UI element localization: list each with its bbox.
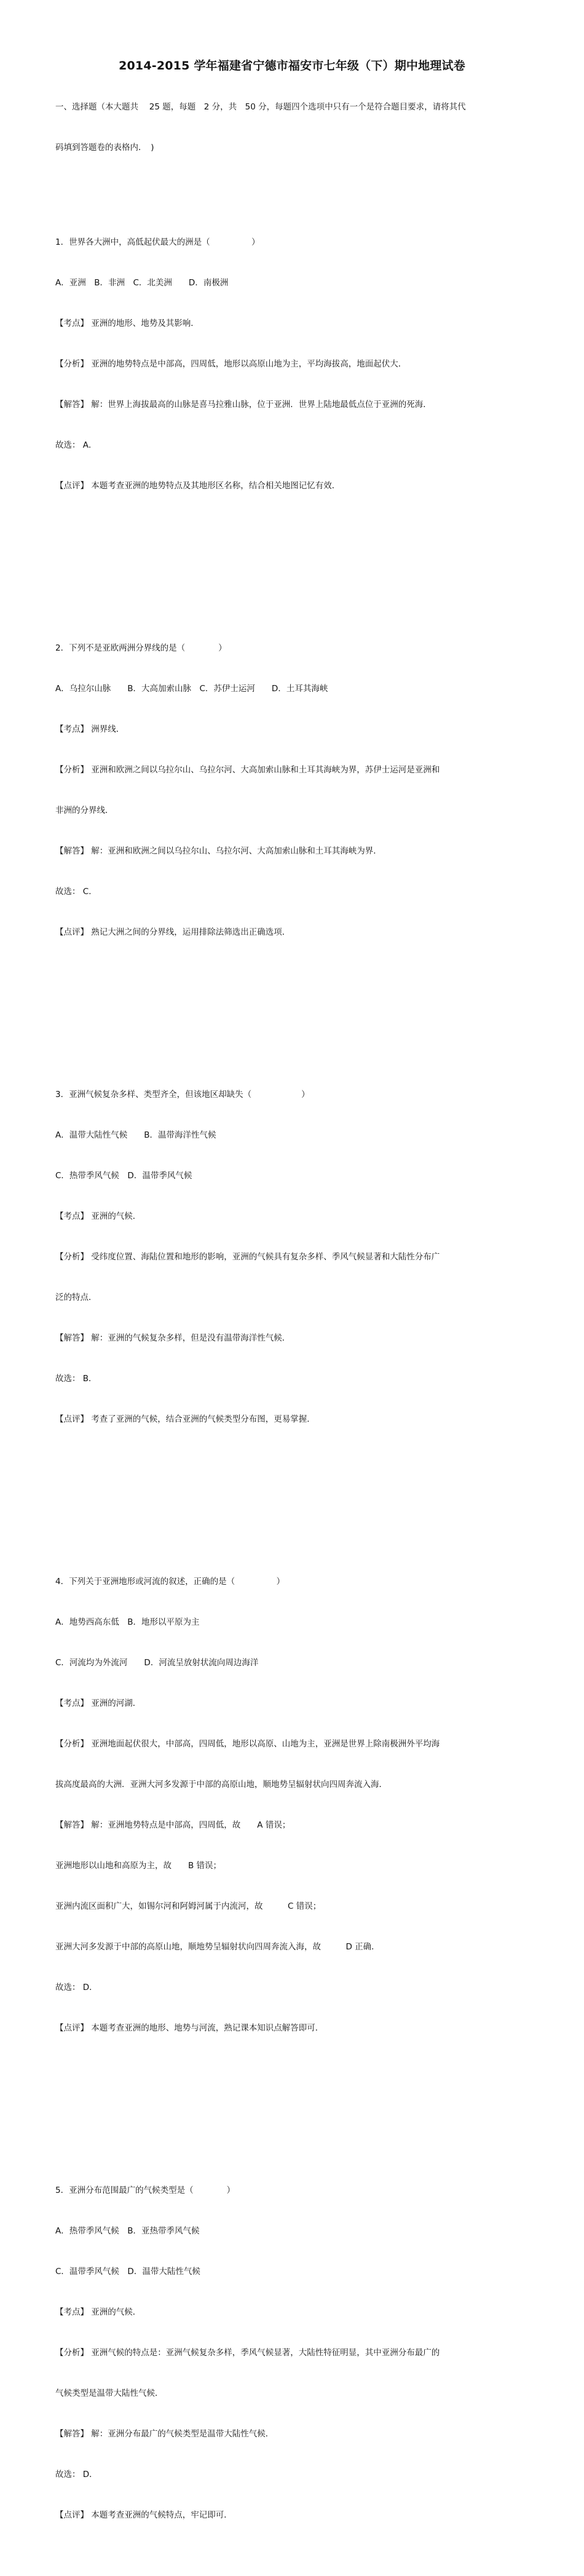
question-analysis: 【分析】 受纬度位置、海陆位置和地形的影响，亚洲的气候具有复杂多样、季风气候显著和大陆性分布广 xyxy=(55,1252,440,1262)
spacer xyxy=(55,993,515,1007)
question-answer: 故选： D． xyxy=(55,2470,98,2479)
question-comment: 【点评】 本题考查亚洲的气候特点，牢记即可． xyxy=(55,2510,232,2520)
question-stem: 1．世界各大洲中，高低起伏最大的洲是（ ） xyxy=(55,237,260,247)
question-stem: 5．亚洲分布范围最广的气候类型是（ ） xyxy=(55,2186,235,2195)
question-stem: 3．亚洲气候复杂多样、类型齐全，但该地区却缺失（ ） xyxy=(55,1090,310,1100)
question-comment: 【点评】 熟记大洲之间的分界线，运用排除法筛选出正确选项． xyxy=(55,927,291,937)
question-answer: 故选： C． xyxy=(55,887,97,897)
question-topic: 【考点】 亚洲的河湖． xyxy=(55,1698,141,1708)
question-solution: 【解答】 解：世界上海拔最高的山脉是喜马拉雅山脉，位于亚洲．世界上陆地最低点位于亚洲的死海． xyxy=(55,400,432,410)
question-solution-cont: 亚洲内流区面积广大，如锡尔河和阿姆河属于内流河，故 C 错误； xyxy=(55,1901,322,1911)
question-comment: 【点评】 考查了亚洲的气候，结合亚洲的气候类型分布图，更易掌握． xyxy=(55,1414,315,1424)
question-options: A．热带季风气候 B．亚热带季风气候 xyxy=(55,2226,200,2236)
question-comment: 【点评】 本题考查亚洲的地势特点及其地形区名称，结合相关地图记忆有效． xyxy=(55,481,341,491)
question-analysis: 【分析】 亚洲的地势特点是中部高，四周低，地形以高原山地为主，平均海拔高，地面起伏大． xyxy=(55,359,407,369)
question-block-2 xyxy=(55,614,515,966)
question-block-3 xyxy=(55,1061,515,1453)
question-options: A．亚洲 B．非洲 C．北美洲 D．南极洲 xyxy=(55,278,229,288)
question-analysis: 【分析】 亚洲和欧洲之间以乌拉尔山、乌拉尔河、大高加索山脉和土耳其海峡为界，苏伊士运河是亚洲和 xyxy=(55,765,440,775)
question-solution-cont: 亚洲地形以山地和高原为主，故 B 错误； xyxy=(55,1861,222,1871)
question-solution: 【解答】 解：亚洲分布最广的气候类型是温带大陆性气候． xyxy=(55,2429,274,2439)
question-block-5 xyxy=(55,2157,515,2549)
question-analysis-cont: 泛的特点． xyxy=(55,1293,97,1302)
question-answer: 故选： B． xyxy=(55,1374,97,1384)
spacer xyxy=(55,547,515,560)
question-stem: 4．下列关于亚洲地形或河流的叙述，正确的是（ ） xyxy=(55,1577,285,1587)
question-analysis: 【分析】 亚洲地面起伏很大，中部高，四周低，地形以高原、山地为主，亚洲是世界上除南极洲外平均海 xyxy=(55,1739,440,1749)
question-analysis: 【分析】 亚洲气候的特点是：亚洲气候复杂多样，季风气候显著，大陆性特征明显，其中亚洲分布最广的 xyxy=(55,2348,440,2358)
question-answer: 故选： A． xyxy=(55,440,97,450)
question-solution: 【解答】 解：亚洲和欧洲之间以乌拉尔山、乌拉尔河、大高加索山脉和土耳其海峡为界． xyxy=(55,846,382,856)
question-block-4 xyxy=(55,1548,515,2062)
question-solution: 【解答】 解：亚洲地势特点是中部高，四周低，故 A 错误； xyxy=(55,1820,291,1830)
question-topic: 【考点】 洲界线． xyxy=(55,724,125,734)
question-options: A．地势西高东低 B．地形以平原为主 xyxy=(55,1617,200,1627)
question-options: C．温带季风气候 D．温带大陆性气候 xyxy=(55,2267,200,2277)
section-header-line: 码填到答题卷的表格内． ) xyxy=(55,143,154,153)
section-header-line: 一、选择题（本大题共 25 题，每题 2 分，共 50 分，每题四个选项中只有一个是符合题目要求，请将其代 xyxy=(55,102,466,112)
question-topic: 【考点】 亚洲的地形、地势及其影响． xyxy=(55,319,199,328)
question-comment: 【点评】 本题考查亚洲的地形、地势与河流，熟记课本知识点解答即可． xyxy=(55,2023,324,2033)
question-options: A．温带大陆性气候 B．温带海洋性气候 xyxy=(55,1130,216,1140)
question-solution: 【解答】 解：亚洲的气候复杂多样，但是没有温带海洋性气候． xyxy=(55,1333,291,1343)
question-options: A．乌拉尔山脉 B．大高加索山脉 C．苏伊士运河 D．土耳其海峡 xyxy=(55,684,328,694)
page-title: 2014-2015 学年福建省宁德市福安市七年级（下）期中地理试卷 xyxy=(119,59,465,73)
question-analysis-cont: 拔高度最高的大洲．亚洲大河多发源于中部的高原山地，顺地势呈辐射状向四周奔流入海． xyxy=(55,1780,387,1789)
spacer xyxy=(55,2089,515,2102)
question-block-1 xyxy=(55,208,515,520)
document-body xyxy=(55,73,515,2576)
question-analysis-cont: 气候类型是温带大陆性气候． xyxy=(55,2388,164,2398)
question-options: C．热带季风气候 D．温带季风气候 xyxy=(55,1171,192,1181)
question-solution-cont: 亚洲大河多发源于中部的高原山地，顺地势呈辐射状向四周奔流入海，故 D 正确． xyxy=(55,1942,380,1952)
question-answer: 故选： D． xyxy=(55,1983,98,1992)
question-topic: 【考点】 亚洲的气候． xyxy=(55,2307,141,2317)
question-analysis-cont: 非洲的分界线． xyxy=(55,806,114,815)
spacer xyxy=(55,1480,515,1494)
question-stem: 2．下列不是亚欧两洲分界线的是（ ） xyxy=(55,643,227,653)
question-topic: 【考点】 亚洲的气候． xyxy=(55,1211,141,1221)
question-options: C．河流均为外流河 D．河流呈放射状流向周边海洋 xyxy=(55,1658,259,1668)
